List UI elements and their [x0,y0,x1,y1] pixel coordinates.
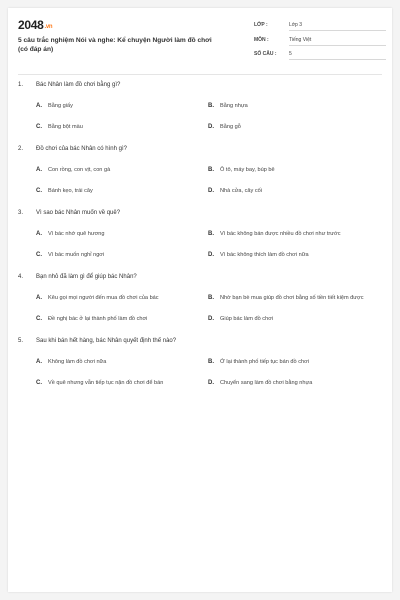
question-2 [18,144,382,196]
option-letter: A. [36,230,42,237]
option-letter: A. [36,294,42,301]
worksheet-page [8,8,392,592]
option-b[interactable] [208,356,380,367]
question-4 [18,272,382,324]
option-c[interactable] [36,377,208,388]
question-text [18,80,382,90]
option-text: Không làm đồ chơi nữa [48,358,107,365]
question-3 [18,208,382,260]
option-b[interactable] [208,164,380,175]
meta-label: LỚP : [254,22,268,28]
header-divider [18,74,382,75]
option-d[interactable] [208,377,380,388]
option-letter: B. [208,166,214,173]
option-text: Bằng giấy [48,102,73,109]
option-letter: B. [208,358,214,365]
document-title: 5 câu trắc nghiệm Nói và nghe: Kể chuyện Người làm đồ chơi (có đáp án) [18,37,212,53]
option-letter: D. [208,315,214,322]
option-b[interactable] [208,100,380,111]
option-text: Vì bác muốn nghỉ ngơi [48,251,105,258]
site-logo[interactable] [18,18,52,32]
option-d[interactable] [208,313,380,324]
option-letter: C. [36,123,42,130]
option-text: Con rồng, con vịt, con gà [48,166,111,173]
option-d[interactable] [208,121,380,132]
option-c[interactable] [36,185,208,196]
question-5 [18,336,382,388]
option-d[interactable] [208,185,380,196]
option-b[interactable] [208,292,380,303]
question-1 [18,80,382,132]
option-text: Nhờ bạn bè mua giúp đồ chơi bằng số tiền tiết kiệm được [220,294,364,301]
question-number: 3. [18,210,24,216]
meta-label: SỐ CÂU : [254,51,277,57]
option-text: Đề nghị bác ở lại thành phố làm đồ chơi [48,315,148,322]
option-text: Vì bác không bán được nhiều đồ chơi như trước [220,230,341,237]
question-prompt: Bác Nhân làm đồ chơi bằng gì? [36,82,121,88]
option-text: Vì bác nhớ quê hương [48,230,105,237]
option-text: Bằng gỗ [220,123,241,130]
option-a[interactable] [36,228,208,239]
option-letter: C. [36,315,42,322]
option-letter: A. [36,102,42,109]
option-letter: B. [208,294,214,301]
meta-row-class [254,20,386,33]
question-number: 1. [18,82,24,88]
worksheet-header [18,18,382,72]
option-grid [18,100,382,132]
question-text [18,336,382,346]
option-text: Bằng bột màu [48,123,83,130]
option-letter: A. [36,358,42,365]
logo-text: 2048 [18,18,44,32]
meta-value: 5 [289,51,386,60]
question-number: 2. [18,146,24,152]
meta-row-subject [254,35,386,48]
question-text [18,272,382,282]
option-grid [18,164,382,196]
option-letter: C. [36,251,42,258]
option-letter: D. [208,123,214,130]
option-a[interactable] [36,292,208,303]
option-grid [18,356,382,388]
option-text: Bằng nhựa [220,102,248,109]
option-letter: B. [208,102,214,109]
question-number: 5. [18,338,24,344]
option-letter: D. [208,187,214,194]
option-text: Về quê nhưng vẫn tiếp tục nặn đồ chơi để bán [48,379,164,386]
meta-label: MÔN : [254,36,269,43]
option-text: Kêu gọi mọi người đến mua đồ chơi của bác [48,294,159,301]
option-a[interactable] [36,100,208,111]
option-a[interactable] [36,164,208,175]
option-text: Giúp bác làm đồ chơi [220,315,274,322]
option-letter: C. [36,379,42,386]
meta-info [254,20,386,64]
option-c[interactable] [36,249,208,260]
question-prompt: Sau khi bán hết hàng, bác Nhân quyết định thế nào? [36,338,177,344]
option-a[interactable] [36,356,208,367]
question-prompt: Đồ chơi của bác Nhân có hình gì? [36,146,127,152]
option-c[interactable] [36,121,208,132]
question-number: 4. [18,274,24,280]
option-letter: C. [36,187,42,194]
option-text: Bánh kẹo, trái cây [48,187,93,194]
option-c[interactable] [36,313,208,324]
question-text [18,208,382,218]
question-text [18,144,382,154]
question-prompt: Vì sao bác Nhân muốn về quê? [36,210,121,216]
option-b[interactable] [208,228,380,239]
option-letter: A. [36,166,42,173]
option-letter: D. [208,251,214,258]
option-text: Ô tô, máy bay, búp bê [220,166,275,173]
option-letter: B. [208,230,214,237]
question-prompt: Bạn nhỏ đã làm gì để giúp bác Nhân? [36,274,137,280]
meta-value: Tiếng Việt [289,37,386,46]
option-text: Chuyển sang làm đồ chơi bằng nhựa [220,379,313,386]
option-d[interactable] [208,249,380,260]
meta-value: Lớp 3 [289,22,386,31]
meta-row-count [254,49,386,62]
option-letter: D. [208,379,214,386]
option-text: Vì bác không thích làm đồ chơi nữa [220,251,309,258]
option-grid [18,292,382,324]
logo-suffix: .vn [44,24,53,30]
option-text: Ở lại thành phố tiếp tục bán đồ chơi [220,358,310,365]
question-list [18,80,382,400]
option-grid [18,228,382,260]
option-text: Nhà cửa, cây cối [220,187,262,194]
